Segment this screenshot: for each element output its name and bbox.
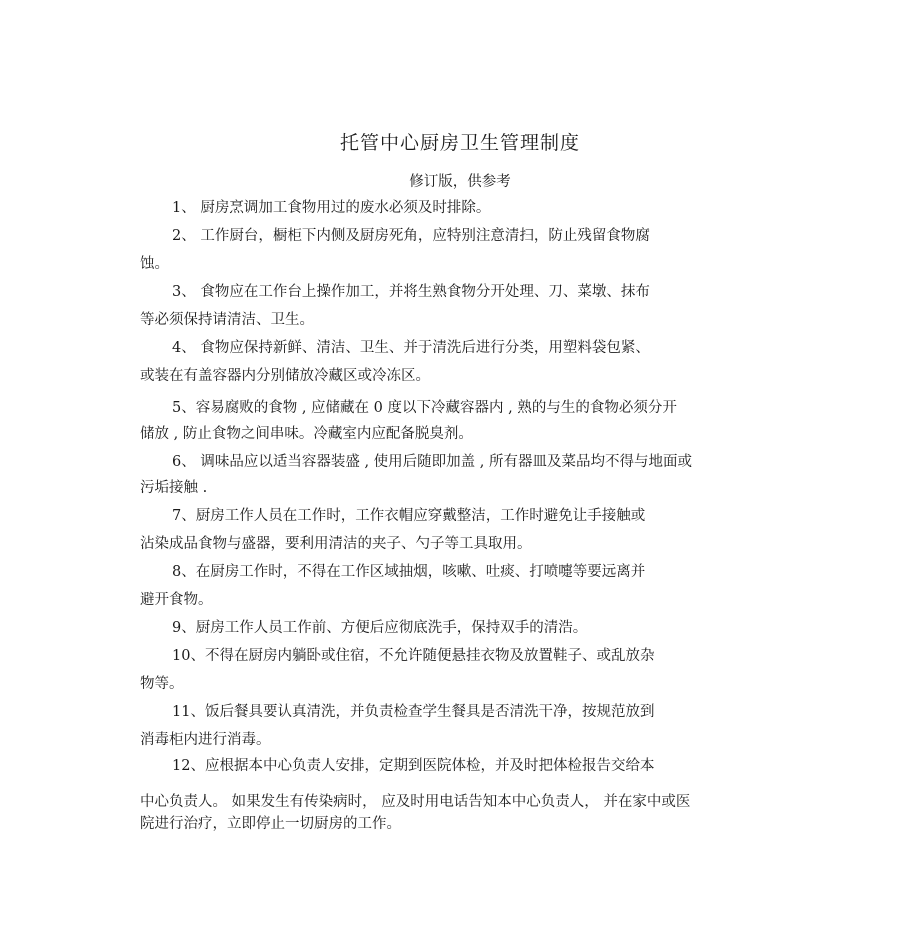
rule-5-line-1: 5、容易腐败的食物 , 应储藏在 0 度以下冷藏容器内 , 熟的与生的食物必须分开 bbox=[172, 400, 677, 416]
rule-4-line-2: 或装在有盖容器内分别储放冷藏区或冷冻区。 bbox=[140, 368, 430, 384]
rule-6-line-1: 6、 调味品应以适当容器装盛 , 使用后随即加盖 , 所有器皿及菜品均不得与地面或 bbox=[172, 454, 692, 470]
rule-12-line-1: 12、应根据本中心负责人安排，定期到医院体检，并及时把体检报告交给本 bbox=[172, 758, 655, 774]
rule-5-line-2: 储放 , 防止食物之间串味。冷藏室内应配备脱臭剂。 bbox=[140, 426, 473, 442]
rule-3-line-2: 等必须保持请清洁、卫生。 bbox=[140, 312, 314, 328]
rule-8-line-2: 避开食物。 bbox=[140, 592, 213, 608]
rule-8-line-1: 8、在厨房工作时，不得在工作区域抽烟，咳嗽、吐痰、打喷嚏等要远离并 bbox=[172, 564, 646, 580]
rule-11-line-1: 11、饭后餐具要认真清洗，并负责检查学生餐具是否清洗干净，按规范放到 bbox=[172, 704, 655, 720]
rule-9-line-1: 9、厨房工作人员工作前、方便后应彻底洗手，保持双手的清浩。 bbox=[172, 620, 588, 636]
document-title: 托管中心厨房卫生管理制度 bbox=[339, 132, 580, 154]
rule-4-line-1: 4、 食物应保持新鲜、清洁、卫生、并于清洗后进行分类，用塑料袋包紧、 bbox=[172, 340, 650, 356]
rule-12-line-3: 院进行治疗，立即停止一切厨房的工作。 bbox=[140, 816, 401, 832]
rule-7-line-1: 7、厨房工作人员在工作时，工作衣帽应穿戴整洁，工作时避免让手接触或 bbox=[172, 508, 646, 524]
document-subtitle: 修订版，供参考 bbox=[409, 174, 511, 190]
rule-1-line-1: 1、 厨房烹调加工食物用过的废水必须及时排除。 bbox=[172, 200, 491, 216]
rule-2-line-1: 2、 工作厨台，橱柜下内侧及厨房死角，应特别注意清扫，防止残留食物腐 bbox=[172, 228, 650, 244]
rule-11-line-2: 消毒柜内进行消毒。 bbox=[140, 732, 271, 748]
rule-7-line-2: 沾染成品食物与盛器，要利用清洁的夹子、勺子等工具取用。 bbox=[140, 536, 532, 552]
rule-10-line-1: 10、不得在厨房内躺卧或住宿，不允许随便悬挂衣物及放置鞋子、或乱放杂 bbox=[172, 648, 655, 664]
rule-10-line-2: 物等。 bbox=[140, 676, 184, 692]
rule-2-line-2: 蚀。 bbox=[140, 256, 169, 272]
rule-3-line-1: 3、 食物应在工作台上操作加工，并将生熟食物分开处理、刀、菜墩、抹布 bbox=[172, 284, 650, 300]
rule-12-line-2: 中心负责人。 如果发生有传染病时， 应及时用电话告知本中心负责人， 并在家中或医 bbox=[140, 794, 691, 810]
rule-6-line-2: 污垢接触 . bbox=[140, 480, 208, 496]
